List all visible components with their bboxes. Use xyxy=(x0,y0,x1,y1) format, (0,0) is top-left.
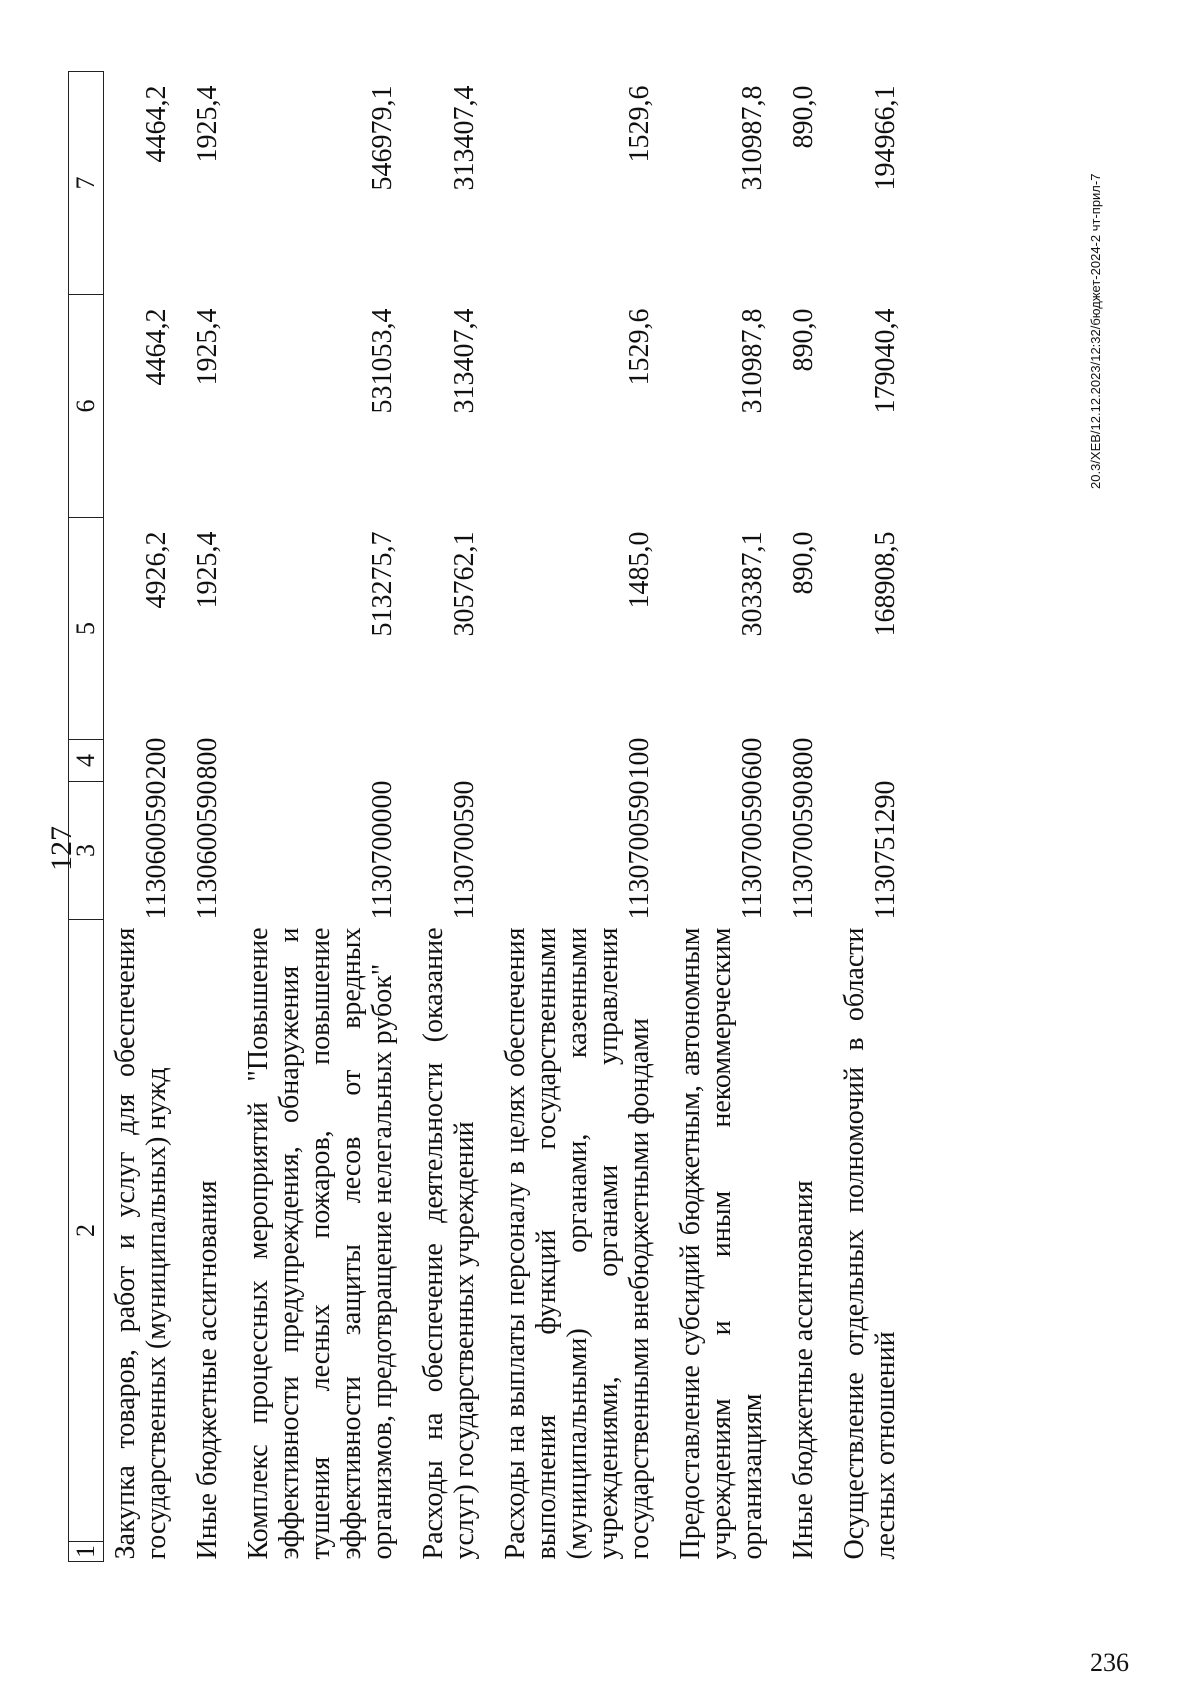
row-value-6: 179040,4 xyxy=(870,308,901,414)
table-row xyxy=(104,72,187,1562)
header-col-7: 7 xyxy=(69,72,104,295)
row-csr-code: 1130700590 xyxy=(737,780,768,920)
row-value-7: 546979,1 xyxy=(367,85,398,191)
row-vr-code: 100 xyxy=(624,737,655,780)
row-value-6: 313407,4 xyxy=(449,308,480,414)
row-csr-code: 1130700590 xyxy=(624,780,655,920)
row-value-5: 1925,4 xyxy=(192,531,223,609)
row-value-5: 1485,0 xyxy=(624,531,655,609)
budget-table xyxy=(68,71,915,1562)
row-value-5: 513275,7 xyxy=(367,531,398,637)
row-description: Осуществление отдельных полномочий в области лесных отношений xyxy=(839,927,901,1560)
row-value-5: 168908,5 xyxy=(870,531,901,637)
row-value-5: 305762,1 xyxy=(449,531,480,637)
row-description: Закупка товаров, работ и услуг для обеспечения государственных (муниципальных) нужд xyxy=(110,927,172,1560)
row-value-5: 303387,1 xyxy=(737,531,768,637)
row-description: Комплекс процессных мероприятий "Повышение эффективности предупреждения, обнаружения и тушения лесных пожаров, повышение эффективности защиты лесов от вредных организмов, предотвращение нелегальных рубок" xyxy=(243,927,398,1560)
row-value-7: 1925,4 xyxy=(192,85,223,163)
row-value-7: 310987,8 xyxy=(737,85,768,191)
row-value-7: 1529,6 xyxy=(624,85,655,163)
table-row xyxy=(669,72,782,1562)
row-vr-code: 800 xyxy=(192,737,223,780)
row-csr-code: 1130700000 xyxy=(367,780,398,920)
table-row xyxy=(494,72,669,1562)
row-description: Расходы на обеспечение деятельности (оказание услуг) государственных учреждений xyxy=(418,927,480,1560)
row-csr-code: 1130600590 xyxy=(192,780,223,920)
row-vr-code: 800 xyxy=(788,737,819,780)
row-description: Предоставление субсидий бюджетным, автономным учреждениям и иным некоммерческим организациям xyxy=(675,927,768,1560)
row-value-7: 313407,4 xyxy=(449,85,480,191)
row-description: Иные бюджетные ассигнования xyxy=(788,1180,819,1560)
row-value-6: 531053,4 xyxy=(367,308,398,414)
row-description: Расходы на выплаты персоналу в целях обеспечения выполнения функций государственными (муниципальными) органами, казенными учреждениями, органами управления государственными внебюджетными фондами xyxy=(500,927,655,1560)
row-csr-code: 1130751290 xyxy=(870,780,901,920)
header-col-5: 5 xyxy=(69,518,104,740)
row-csr-code: 1130600590 xyxy=(141,780,172,920)
table-header-row xyxy=(69,72,104,1562)
row-csr-code: 1130700590 xyxy=(449,780,480,920)
row-vr-code xyxy=(833,740,915,782)
row-csr-code: 1130700590 xyxy=(788,780,819,920)
table-row xyxy=(833,72,915,1562)
table-row xyxy=(186,72,237,1562)
table-row xyxy=(237,72,412,1562)
table-row xyxy=(412,72,494,1562)
row-vr-code: 600 xyxy=(737,737,768,780)
page-number-top: 127 xyxy=(45,826,78,871)
row-value-5: 4926,2 xyxy=(141,531,172,609)
row-vr-code xyxy=(237,740,412,782)
page-number-bottom: 236 xyxy=(1090,1648,1129,1677)
document-footer-code: 20.3/ХЕВ/12.12.2023/12:32/бюджет-2024-2 чт-прил-7 xyxy=(1088,173,1103,489)
header-col-1: 1 xyxy=(69,1542,104,1562)
row-value-5: 890,0 xyxy=(788,531,819,595)
row-value-6: 1925,4 xyxy=(192,308,223,386)
row-value-7: 194966,1 xyxy=(870,85,901,191)
header-col-4: 4 xyxy=(69,740,104,782)
row-value-6: 4464,2 xyxy=(141,308,172,386)
row-vr-code: 200 xyxy=(141,737,172,780)
row-value-7: 4464,2 xyxy=(141,85,172,163)
header-col-3: 3 xyxy=(69,782,104,920)
header-col-6: 6 xyxy=(69,295,104,518)
table-row xyxy=(782,72,833,1562)
row-value-6: 890,0 xyxy=(788,308,819,372)
row-value-7: 890,0 xyxy=(788,85,819,149)
row-value-6: 310987,8 xyxy=(737,308,768,414)
row-vr-code xyxy=(412,740,494,782)
row-value-6: 1529,6 xyxy=(624,308,655,386)
row-description: Иные бюджетные ассигнования xyxy=(192,1180,223,1560)
header-col-2: 2 xyxy=(69,920,104,1542)
